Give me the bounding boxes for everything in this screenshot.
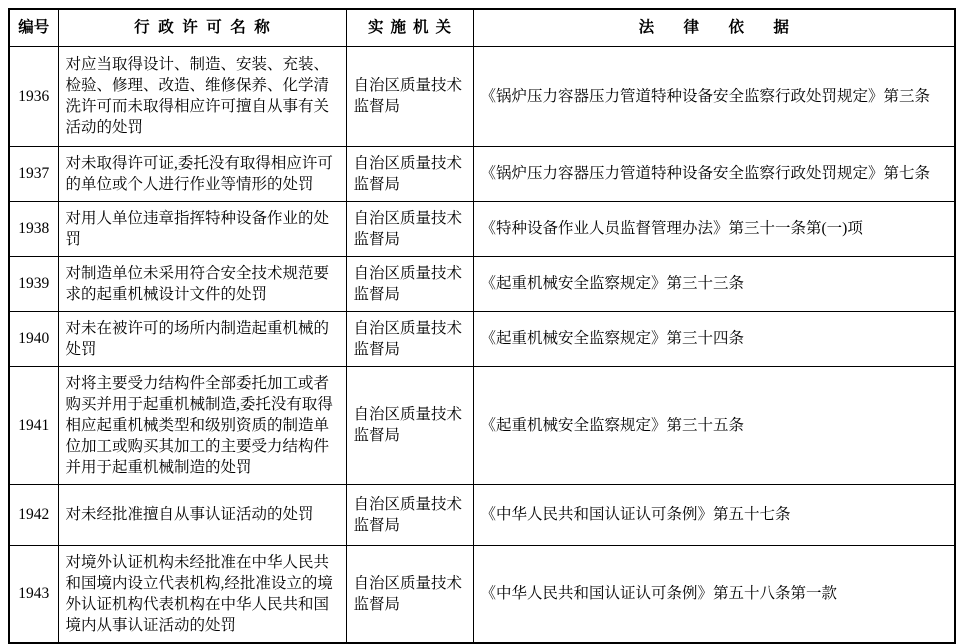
cell-agency: 自治区质量技术监督局	[346, 366, 473, 484]
table-row	[9, 366, 955, 484]
table-row	[9, 484, 955, 545]
cell-agency: 自治区质量技术监督局	[346, 545, 473, 643]
cell-license-name: 对将主要受力结构件全部委托加工或者购买并用于起重机械制造,委托没有取得相应起重机械类型和级别资质的制造单位加工或购买其加工的主要受力结构件并用于起重机械制造的处罚	[58, 366, 346, 484]
table-header	[9, 9, 955, 46]
cell-agency: 自治区质量技术监督局	[346, 146, 473, 201]
table-row	[9, 46, 955, 146]
cell-entry-number: 1940	[9, 311, 58, 366]
cell-agency: 自治区质量技术监督局	[346, 201, 473, 256]
table-row	[9, 201, 955, 256]
cell-license-name: 对境外认证机构未经批准在中华人民共和国境内设立代表机构,经批准设立的境外认证机构代表机构在中华人民共和国境内从事认证活动的处罚	[58, 545, 346, 643]
column-header-license-name: 行政许可名称	[58, 9, 346, 46]
column-header-id: 编号	[9, 9, 58, 46]
table-row	[9, 146, 955, 201]
cell-entry-number: 1937	[9, 146, 58, 201]
cell-entry-number: 1938	[9, 201, 58, 256]
cell-entry-number: 1936	[9, 46, 58, 146]
cell-legal-basis: 《起重机械安全监察规定》第三十三条	[473, 256, 955, 311]
cell-license-name: 对应当取得设计、制造、安装、充装、检验、修理、改造、维修保养、化学清洗许可而未取得相应许可擅自从事有关活动的处罚	[58, 46, 346, 146]
cell-legal-basis: 《中华人民共和国认证认可条例》第五十七条	[473, 484, 955, 545]
cell-legal-basis: 《锅炉压力容器压力管道特种设备安全监察行政处罚规定》第三条	[473, 46, 955, 146]
cell-license-name: 对未取得许可证,委托没有取得相应许可的单位或个人进行作业等情形的处罚	[58, 146, 346, 201]
cell-legal-basis: 《中华人民共和国认证认可条例》第五十八条第一款	[473, 545, 955, 643]
cell-license-name: 对未在被许可的场所内制造起重机械的处罚	[58, 311, 346, 366]
cell-license-name: 对制造单位未采用符合安全技术规范要求的起重机械设计文件的处罚	[58, 256, 346, 311]
column-header-agency: 实施机关	[346, 9, 473, 46]
header-row	[9, 9, 955, 46]
admin-license-table	[8, 8, 956, 644]
table-row	[9, 545, 955, 643]
cell-legal-basis: 《起重机械安全监察规定》第三十五条	[473, 366, 955, 484]
cell-license-name: 对用人单位违章指挥特种设备作业的处罚	[58, 201, 346, 256]
cell-license-name: 对未经批准擅自从事认证活动的处罚	[58, 484, 346, 545]
table-row	[9, 256, 955, 311]
table-row	[9, 311, 955, 366]
cell-legal-basis: 《特种设备作业人员监督管理办法》第三十一条第(一)项	[473, 201, 955, 256]
cell-agency: 自治区质量技术监督局	[346, 484, 473, 545]
column-header-legal-basis: 法律依据	[473, 9, 955, 46]
cell-entry-number: 1941	[9, 366, 58, 484]
table-body	[9, 46, 955, 643]
cell-entry-number: 1939	[9, 256, 58, 311]
cell-entry-number: 1942	[9, 484, 58, 545]
cell-agency: 自治区质量技术监督局	[346, 311, 473, 366]
cell-entry-number: 1943	[9, 545, 58, 643]
cell-agency: 自治区质量技术监督局	[346, 46, 473, 146]
cell-legal-basis: 《锅炉压力容器压力管道特种设备安全监察行政处罚规定》第七条	[473, 146, 955, 201]
cell-legal-basis: 《起重机械安全监察规定》第三十四条	[473, 311, 955, 366]
cell-agency: 自治区质量技术监督局	[346, 256, 473, 311]
